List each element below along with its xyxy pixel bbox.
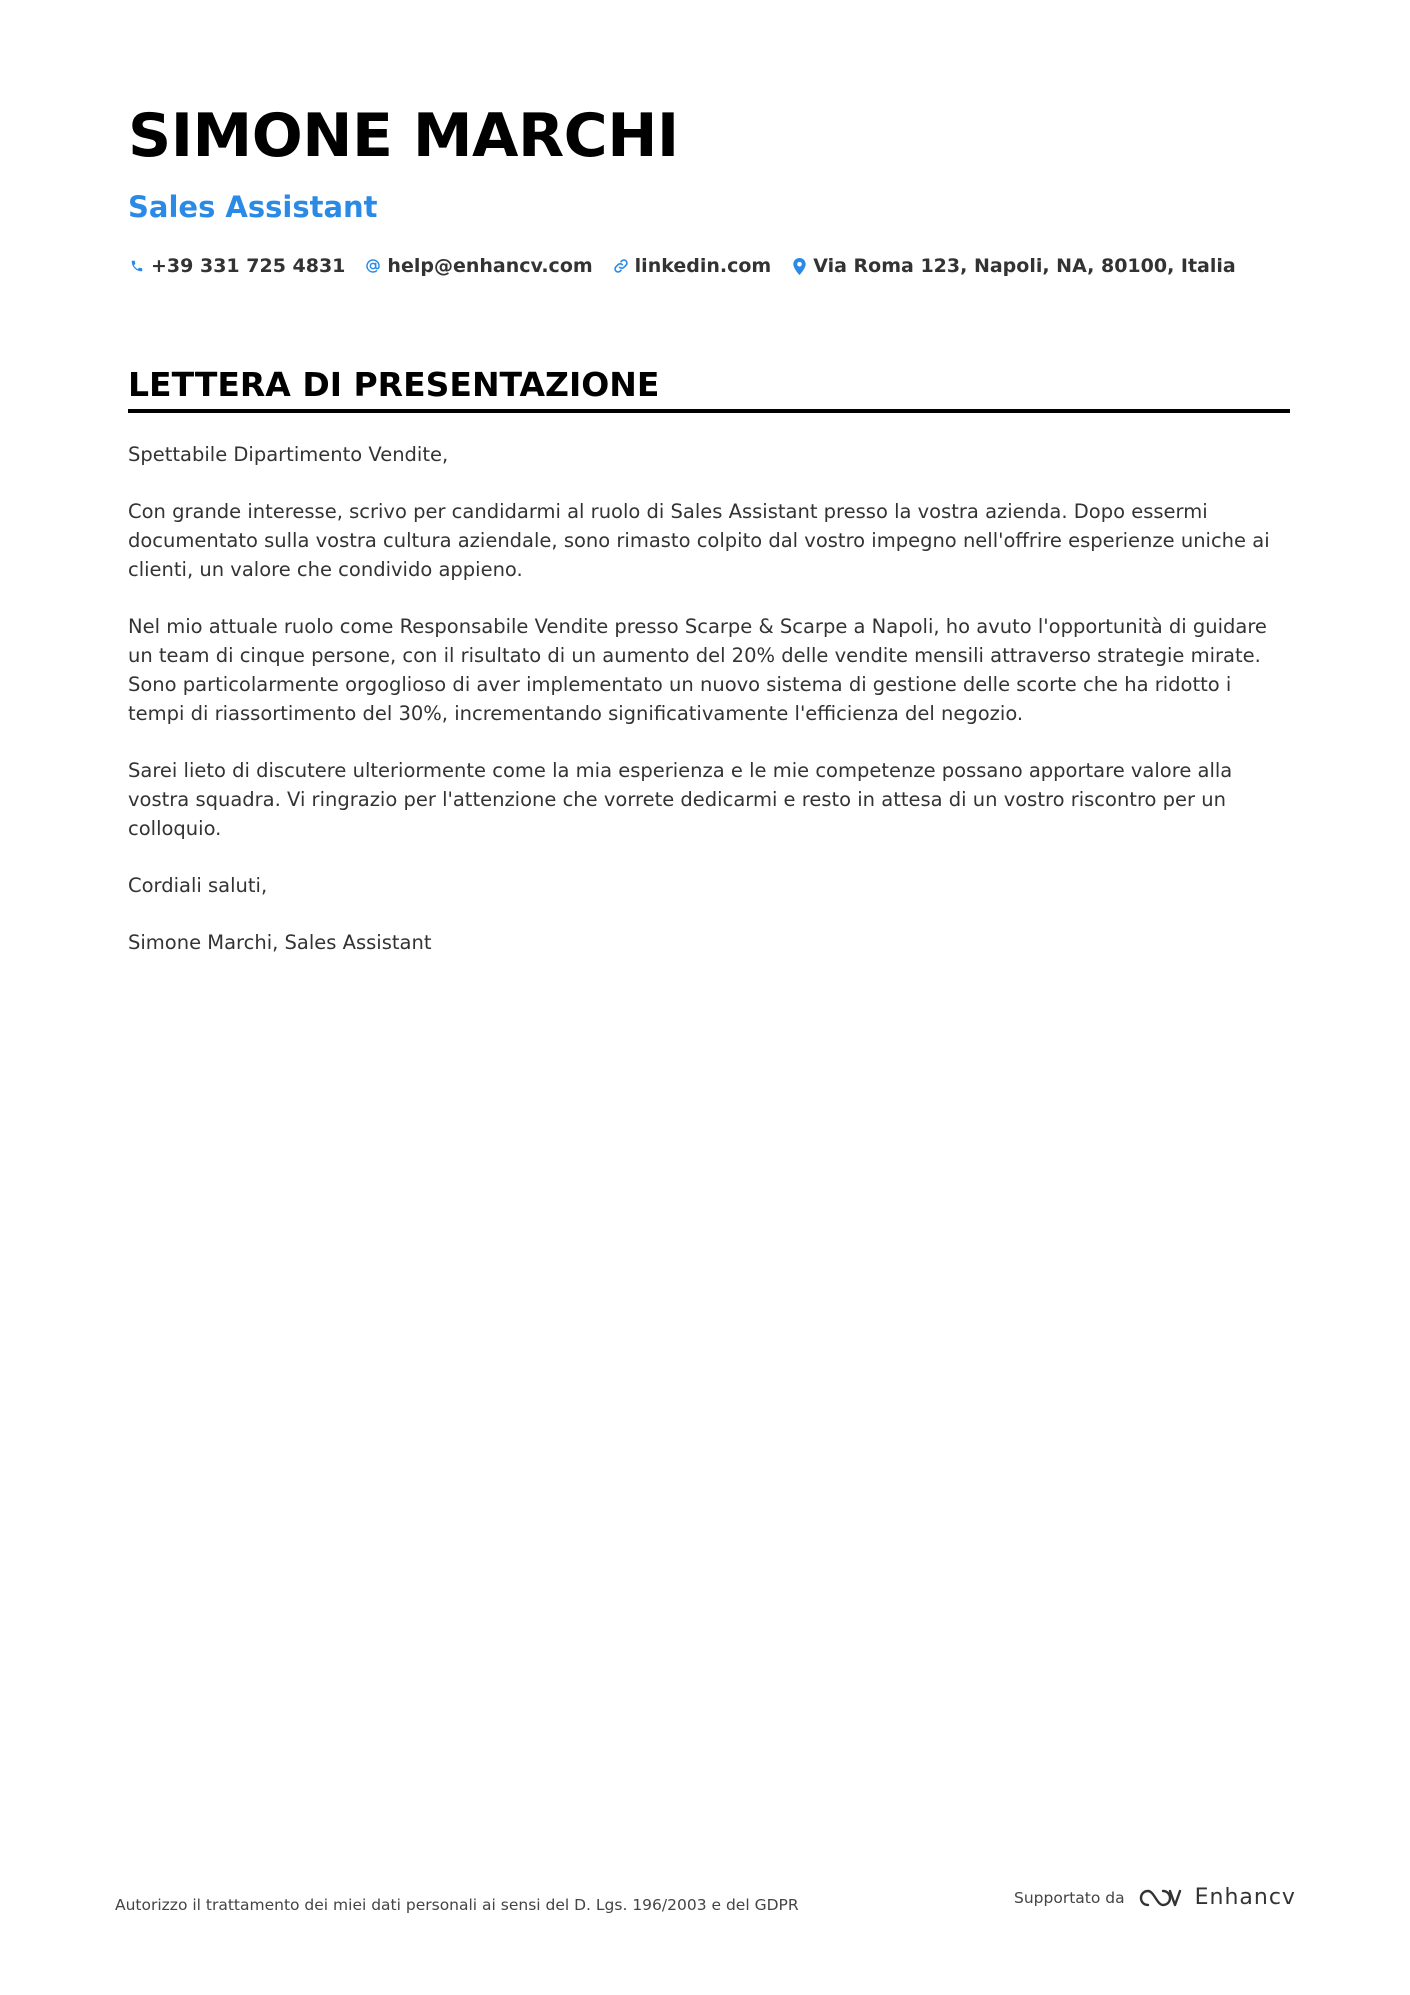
section-divider — [128, 409, 1290, 413]
enhancv-logo-icon — [1137, 1886, 1183, 1910]
letter-paragraph: Sarei lieto di discutere ulteriormente come la mia esperienza e le mie competenze possano apportare valore alla vostra squadra. Vi ringrazio per l'attenzione che vorrete dedicarmi e resto in attesa di un vostro riscontro per un colloquio. — [128, 759, 1233, 840]
contact-bar — [128, 255, 1255, 277]
at-icon — [364, 256, 382, 276]
link-icon — [612, 256, 630, 276]
contact-address-text: Via Roma 123, Napoli, NA, 80100, Italia — [813, 255, 1236, 277]
candidate-name: SIMONE MARCHI — [128, 101, 679, 171]
letter-paragraph: Nel mio attuale ruolo come Responsabile Vendite presso Scarpe & Scarpe a Napoli, ho avuto l'opportunità di guidare un team di cinque persone, con il risultato di un aumento del 20% delle vendite mensili attraverso strategie mirate. Sono particolarmente orgoglioso di aver implementato un nuovo sistema di gestione delle scorte che ha ridotto i tempi di riassortimento del 30%, incrementando significativamente l'efficienza del negozio. — [128, 615, 1267, 725]
contact-email-text[interactable]: help@enhancv.com — [387, 255, 593, 277]
privacy-consent-note: Autorizzo il trattamento dei miei dati personali ai sensi del D. Lgs. 196/2003 e del GDPR — [115, 1896, 799, 1914]
section-title: LETTERA DI PRESENTAZIONE — [128, 365, 660, 404]
contact-linkedin[interactable] — [612, 255, 772, 277]
contact-phone-text: +39 331 725 4831 — [151, 255, 346, 277]
phone-icon — [128, 256, 146, 276]
contact-phone — [128, 255, 345, 277]
letter-paragraph: Con grande interesse, scrivo per candidarmi al ruolo di Sales Assistant presso la vostra azienda. Dopo essermi documentato sulla vostra cultura aziendale, sono rimasto colpito dal vostro impegno nell'offrire esperienze uniche ai clienti, un valore che condivido appieno. — [128, 500, 1270, 581]
location-pin-icon — [790, 256, 808, 276]
contact-linkedin-text[interactable]: linkedin.com — [634, 255, 772, 277]
candidate-role: Sales Assistant — [128, 190, 378, 224]
letter-body — [128, 440, 1290, 985]
powered-by-label: Supportato da — [1014, 1888, 1125, 1907]
contact-email[interactable] — [364, 255, 592, 277]
contact-address — [790, 255, 1236, 277]
letter-signature: Simone Marchi, Sales Assistant — [128, 931, 432, 954]
powered-by[interactable] — [1014, 1885, 1296, 1910]
letter-greeting: Spettabile Dipartimento Vendite, — [128, 443, 449, 466]
letter-closing: Cordiali saluti, — [128, 874, 268, 897]
enhancv-brand-name: Enhancv — [1194, 1885, 1296, 1910]
